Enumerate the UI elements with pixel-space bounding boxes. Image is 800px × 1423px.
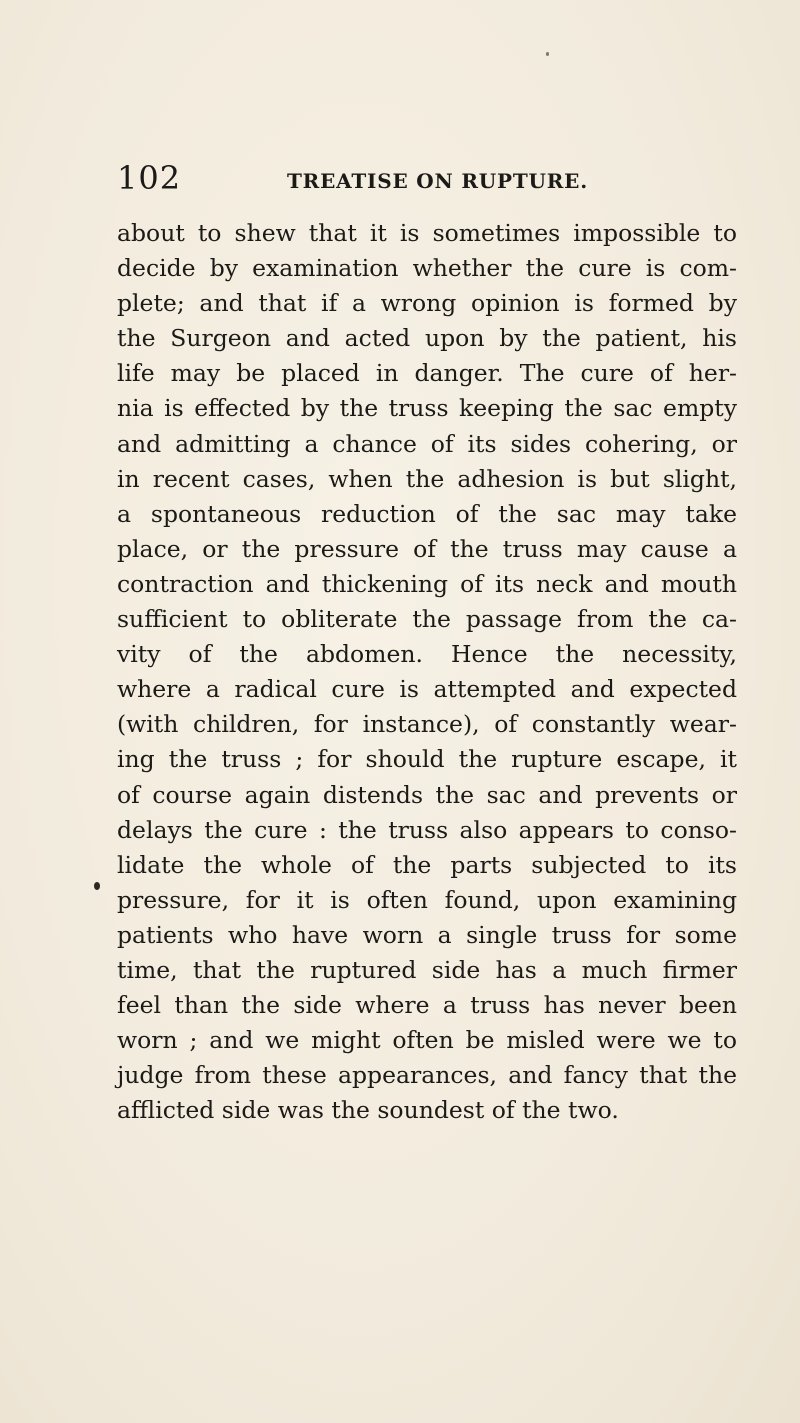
text-line: where a radical cure is attempted and expected bbox=[117, 675, 737, 704]
running-head: TREATISE ON RUPTURE. bbox=[287, 169, 588, 193]
text-line: about to shew that it is sometimes impossible to bbox=[117, 219, 737, 247]
ink-speck bbox=[94, 882, 100, 890]
text-line: a spontaneous reduction of the sac may take bbox=[117, 499, 737, 528]
text-line: sufficient to obliterate the passage from the ca- bbox=[117, 605, 737, 634]
page-number: 102 bbox=[117, 159, 182, 197]
text-line: in recent cases, when the adhesion is but slight, bbox=[117, 464, 737, 493]
text-line: judge from these appearances, and fancy that the bbox=[117, 1061, 737, 1090]
text-line: lidate the whole of the parts subjected to its bbox=[117, 850, 737, 879]
text-line: patients who have worn a single truss for some bbox=[117, 920, 737, 949]
text-line: (with children, for instance), of constantly wear- bbox=[117, 710, 737, 739]
text-line: and admitting a chance of its sides cohering, or bbox=[117, 429, 737, 458]
text-line: plete; and that if a wrong opinion is formed by bbox=[117, 289, 737, 318]
page-header bbox=[117, 158, 717, 198]
text-line: decide by examination whether the cure is com- bbox=[117, 254, 737, 283]
text-line: nia is effected by the truss keeping the sac empty bbox=[117, 394, 737, 423]
text-line: place, or the pressure of the truss may cause a bbox=[117, 534, 737, 563]
text-line: life may be placed in danger. The cure of her- bbox=[117, 359, 737, 388]
text-line: afflicted side was the soundest of the two. bbox=[117, 1096, 619, 1125]
text-line: vity of the abdomen. Hence the necessity, bbox=[117, 640, 737, 669]
text-line: ing the truss ; for should the rupture escape, it bbox=[117, 745, 737, 774]
text-line: of course again distends the sac and prevents or bbox=[117, 780, 737, 809]
ink-speck bbox=[546, 52, 549, 56]
body-text bbox=[117, 216, 737, 1128]
text-line: feel than the side where a truss has never been bbox=[117, 991, 737, 1020]
text-line: contraction and thickening of its neck and mouth bbox=[117, 569, 737, 598]
text-line: time, that the ruptured side has a much firmer bbox=[117, 955, 737, 984]
text-line: pressure, for it is often found, upon examining bbox=[117, 885, 737, 914]
text-line: delays the cure : the truss also appears to conso- bbox=[117, 815, 737, 844]
text-line: the Surgeon and acted upon by the patient, his bbox=[117, 324, 737, 353]
text-line: worn ; and we might often be misled were we to bbox=[117, 1026, 737, 1055]
